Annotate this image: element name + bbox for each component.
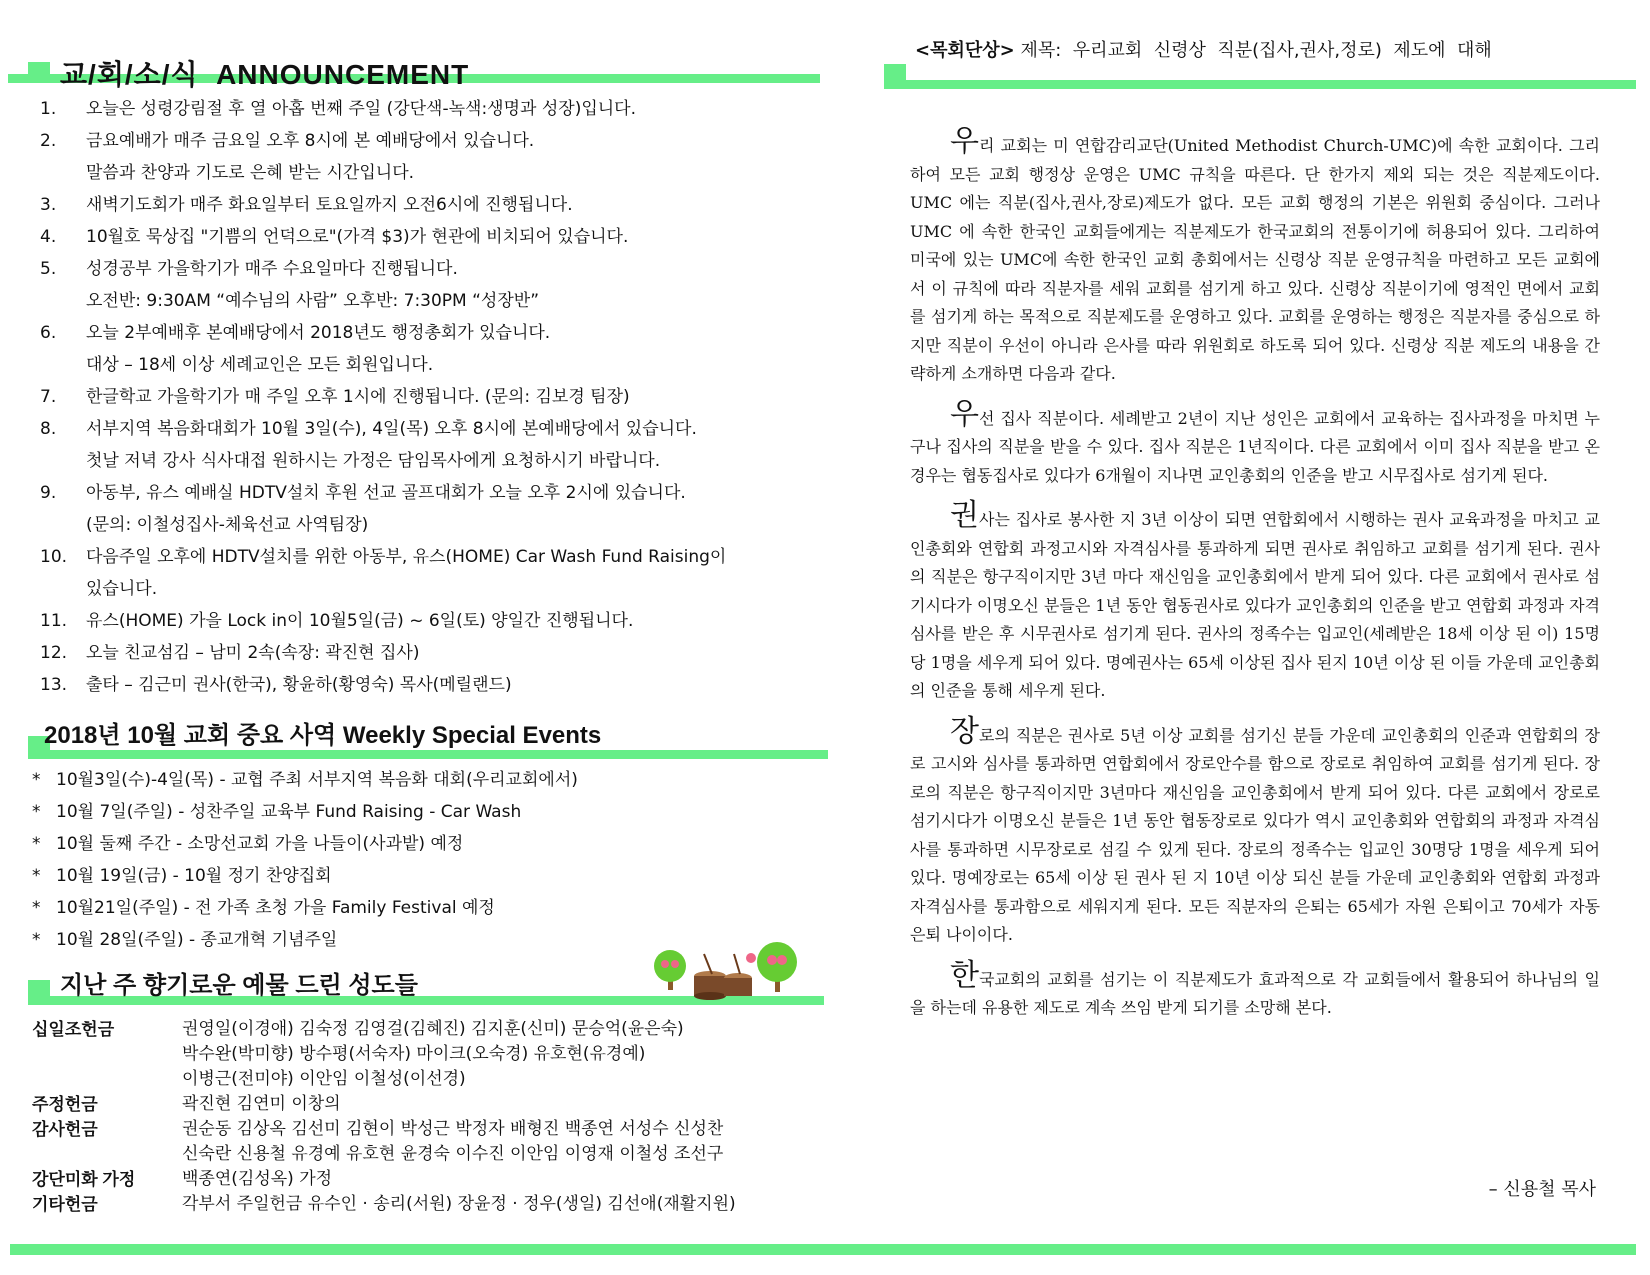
announcement-text: 다음주일 오후에 HDTV설치를 위한 아동부, 유스(HOME) Car Wash Fund Raising이 (86, 547, 727, 567)
right-header-square (884, 64, 906, 84)
offering-category: 주정헌금 (32, 1095, 98, 1114)
announcement-text: 유스(HOME) 가을 Lock in이 10월5일(금) ~ 6일(토) 양일간 진행됩니다. (86, 611, 634, 631)
tree-drum-clipart (648, 940, 798, 1000)
offering-names (182, 1117, 723, 1167)
announcement-number: 9. (40, 483, 57, 503)
offering-names-line: 각부서 주일헌금 유수인 · 송리(서원) 장윤정 · 정우(생일) 김선애(재활지원) (182, 1194, 736, 1214)
announcement-number (40, 573, 86, 605)
announcement-text: (문의: 이철성집사-체육선교 사역팀장) (86, 515, 369, 535)
announcement-number (40, 445, 86, 477)
column-label: <목회단상> (915, 40, 1015, 61)
offering-names-line: 권순동 김상옥 김선미 김현이 박성근 박정자 배형진 백종연 서성수 신성찬 (182, 1119, 724, 1139)
paragraph-text: 사는 집사로 봉사한 지 3년 이상이 되면 연합회에서 시행하는 권사 교육과정을 마치고 교인총회와 연합회 과정고시와 자격심사를 통과하게 되면 권사로 취임하고 교회를 섬기게 된다. 권사의 직분은 항구직이지만 3년 마다 재신임을 교인총회에서 받게 되어 있다. 다른 교회에서 권사로 섬기시다가 이명오신 분들은 1년 동안 협동권사로 있다가 교인총회의 인준을 받고 연합회 과정과 자격심사를 받은 후 시무권사로 섬기게 된다. 권사의 정족수는 입교인(세례받은 18세 이상 된 이) 15명당 1명을 세우게 되어 있다. 명예권사는 65세 이상된 집사 된지 10년 이상 된 이들 가운데 교인총회의 인준을 통해 세우게 된다. (910, 510, 1600, 700)
offering-names (182, 1092, 341, 1117)
event-text: 10월21일(주일) - 전 가족 초청 가을 Family Festival 예정 (56, 898, 495, 918)
announcement-text: 서부지역 복음화대회가 10월 3일(수), 4일(목) 오후 8시에 본예배당에서 있습니다. (86, 419, 697, 439)
announcement-text: 말씀과 찬양과 기도로 은혜 받는 시간입니다. (86, 163, 415, 183)
announcement-item (40, 413, 820, 445)
offering-category: 강단미화 가정 (32, 1170, 136, 1189)
offering-category: 감사헌금 (32, 1120, 98, 1139)
paragraph-initial: 장 (950, 713, 979, 749)
paragraph-initial: 우 (950, 396, 979, 432)
heart-tree-icon (746, 942, 797, 992)
paragraph-initial: 우 (950, 124, 979, 159)
announcement-text: 한글학교 가을학기가 매 주일 오후 1시에 진행됩니다. (문의: 김보경 팀장) (86, 387, 630, 407)
announcement-list (40, 93, 820, 701)
offering-names-line: 권영일(이경애) 김숙정 김영걸(김혜진) 김지훈(신미) 문승억(윤은숙) (182, 1019, 684, 1039)
announcement-item (40, 637, 820, 669)
announcement-text: 금요예배가 매주 금요일 오후 8시에 본 예배당에서 있습니다. (86, 131, 535, 151)
article-heading (915, 36, 1492, 62)
announcement-text: 출타 – 김근미 권사(한국), 황윤하(황영숙) 목사(메릴랜드) (86, 675, 512, 695)
paragraph-text: 리 교회는 미 연합감리교단(United Methodist Church-UMC)에 속한 교회이다. 그리하여 모든 교회 행정상 운영은 UMC 규칙을 따른다. 단 한가지 제외 되는 것은 직분제도이다. UMC 에는 직분(집사,권사,장로)제도가 없다. 모든 교회 행정의 기본은 위원회 중심이다. 그러나 UMC 에 속한 한국인 교회들에게는 직분제도가 한국교회의 전통이기에 허용되어 있다. 그리하여 미국에 있는 UMC에 속한 한국인 교회 총회에서는 신령상 직분 운영규칙을 마련하고 모든 교회에서 이 규칙에 따라 직분자를 세워 교회를 섬기게 하고 있다. 신령상 직분이기에 영적인 면에서 교회를 섬기게 하는 목적으로 직분제도를 운영하고 있다. 교회를 운영하는 행정은 직분자를 중심으로 하지만 직분이 우선이 아니라 은사를 따라 위원회로 하도록 되어 있다. 신령상 직분 제도의 내용을 간략하게 소개하면 다음과 같다. (910, 136, 1600, 383)
paragraph-initial: 권 (950, 498, 979, 533)
announcement-item (40, 317, 820, 349)
announcement-number: 5. (40, 259, 57, 279)
paragraph-text: 로의 직분은 권사로 5년 이상 교회를 섬기신 분들 가운데 교인총회의 인준과 연합회의 장로 고시와 심사를 통과하면 연합회에서 장로안수를 함으로 장로로 취임하여 교회를 섬기게 된다. 장로의 직분은 항구직이지만 3년마다 재신임을 교인총회에서 받게 되어 있다. 다른 교회에서 장로로 섬기시다가 이명오신 분들은 1년 동안 협동장로로 있다가 역시 교인총회와 연합회의 과정과 자격심사를 통과하면 시무장로로 섬길 수 있게 된다. 장로의 정족수는 입교인 30명당 1명을 세우게 되어 있다. 명예장로는 65세 이상 된 권사 된 지 10년 이상 되신 분들 가운데 교인총회와 연합회 과정과 자격심사를 통과함으로 세워지게 된다. 모든 직분자의 은퇴는 65세가 자원 은퇴이고 70세가 자동 은퇴 나이이다. (910, 725, 1600, 944)
announcement-item (40, 605, 820, 637)
announcement-item (40, 285, 820, 317)
announcement-number: 12. (40, 643, 68, 663)
drum-icon (694, 954, 752, 1000)
events-list (32, 764, 578, 956)
offering-category: 기타헌금 (32, 1195, 98, 1214)
offering-row (32, 1092, 736, 1117)
event-text: 10월 7일(주일) - 성찬주일 교육부 Fund Raising - Car Wash (56, 802, 522, 822)
event-bullet: * (32, 866, 41, 886)
event-text: 10월 둘째 주간 - 소망선교회 가을 나들이(사과밭) 예정 (56, 834, 464, 854)
events-title: 2018년 10월 교회 중요 사역 Weekly Special Events (44, 722, 602, 749)
announcement-number: 10. (40, 547, 68, 567)
offering-names-line: 신숙란 신용철 유경예 유호현 윤경숙 이수진 이안임 이영재 이철성 조선구 (182, 1144, 724, 1164)
announcement-text: 오늘 2부예배후 본예배당에서 2018년도 행정총회가 있습니다. (86, 323, 551, 343)
event-bullet: * (32, 898, 41, 918)
article-body (910, 124, 1600, 1035)
announcement-item (40, 253, 820, 285)
offering-names-line: 곽진현 김연미 이창의 (182, 1094, 341, 1114)
paragraph-text: 국교회의 교회를 섬기는 이 직분제도가 효과적으로 각 교회들에서 활용되어 하나님의 일을 하는데 유용한 제도로 계속 쓰임 받게 되기를 소망해 본다. (910, 969, 1600, 1017)
announcement-number: 8. (40, 419, 57, 439)
announcement-item (40, 509, 820, 541)
offering-names (182, 1192, 736, 1217)
event-item (32, 924, 578, 956)
announcement-text: 오늘 친교섬김 – 남미 2속(속장: 곽진현 집사) (86, 643, 420, 663)
announcement-text: 성경공부 가을학기가 매주 수요일마다 진행됩니다. (86, 259, 458, 279)
announcement-number: 1. (40, 99, 57, 119)
right-header-bar (884, 80, 1636, 89)
announcement-item (40, 445, 820, 477)
announcement-item (40, 541, 820, 573)
event-item (32, 828, 578, 860)
announcement-number: 2. (40, 131, 57, 151)
article-paragraph (910, 396, 1600, 491)
announcement-number: 11. (40, 611, 68, 631)
event-bullet: * (32, 802, 41, 822)
signature: – 신용철 목사 (1488, 1179, 1596, 1200)
announcement-text: 오늘은 성령강림절 후 열 아홉 번째 주일 (강단색-녹색:생명과 성장)입니다. (86, 99, 636, 119)
announcement-item (40, 573, 820, 605)
announcement-item (40, 189, 820, 221)
announcement-header-square (28, 62, 50, 82)
announcement-text: 첫날 저녁 강사 식사대접 원하시는 가정은 담임목사에게 요청하시기 바랍니다. (86, 451, 661, 471)
event-text: 10월 28일(주일) - 종교개혁 기념주일 (56, 930, 338, 950)
offering-names-line: 이병근(전미야) 이안임 이철성(이선경) (182, 1069, 466, 1089)
offering-row (32, 1017, 736, 1092)
tree-icon (654, 950, 686, 990)
article-paragraph (910, 498, 1600, 706)
offering-header-square (28, 980, 50, 1004)
article-paragraph (910, 713, 1600, 950)
event-text: 10월 19일(금) - 10월 정기 찬양집회 (56, 866, 332, 886)
article-paragraph (910, 124, 1600, 389)
announcement-item (40, 381, 820, 413)
event-item (32, 796, 578, 828)
paragraph-text: 선 집사 직분이다. 세례받고 2년이 지난 성인은 교회에서 교육하는 집사과정을 마치면 누구나 집사의 직분을 받을 수 있다. 집사 직분은 1년직이다. 다른 교회에서 이미 집사 직분을 받고 온 경우는 협동집사로 있다가 6개월이 지나면 교인총회의 인준을 받고 시무집사로 섬기게 된다. (910, 408, 1600, 485)
offering-row (32, 1192, 736, 1217)
announcement-text: 10월호 묵상집 "기쁨의 언덕으로"(가격 $3)가 현관에 비치되어 있습니다. (86, 227, 629, 247)
announcement-number (40, 285, 86, 317)
announcement-text: 아동부, 유스 예배실 HDTV설치 후원 선교 골프대회가 오늘 오후 2시에 있습니다. (86, 483, 686, 503)
announcement-text: 오전반: 9:30AM “예수님의 사람” 오후반: 7:30PM “성장반” (86, 291, 540, 311)
article-title: 제목: 우리교회 신령상 직분(집사,권사,정로) 제도에 대해 (1020, 40, 1492, 61)
offering-names-line: 박수완(박미향) 방수평(서숙자) 마이크(오숙경) 유호현(유경예) (182, 1044, 646, 1064)
event-item (32, 764, 578, 796)
event-text: 10월3일(수)-4일(목) - 교협 주최 서부지역 복음화 대회(우리교회에서) (56, 770, 578, 790)
event-bullet: * (32, 770, 41, 790)
announcement-item (40, 669, 820, 701)
announcement-item (40, 157, 820, 189)
event-item (32, 860, 578, 892)
offering-title: 지난 주 향기로운 예물 드린 성도들 (60, 972, 418, 999)
event-bullet: * (32, 930, 41, 950)
announcement-item (40, 125, 820, 157)
announcement-text: 있습니다. (86, 579, 158, 599)
offering-row (32, 1167, 736, 1192)
announcement-item (40, 93, 820, 125)
announcement-item (40, 221, 820, 253)
announcement-number: 6. (40, 323, 57, 343)
offering-names (182, 1167, 332, 1192)
announcement-text: 새벽기도회가 매주 화요일부터 토요일까지 오전6시에 진행됩니다. (86, 195, 573, 215)
announcement-number: 13. (40, 675, 68, 695)
announcement-number: 3. (40, 195, 57, 215)
announcement-number: 7. (40, 387, 57, 407)
offering-list (32, 1017, 736, 1217)
events-header-bar (28, 750, 828, 759)
announcement-title: 교/회/소/식 ANNOUNCEMENT (60, 59, 470, 90)
announcement-number (40, 157, 86, 189)
article-paragraph (910, 957, 1600, 1023)
offering-row (32, 1117, 736, 1167)
offering-names-line: 백종연(김성옥) 가정 (182, 1169, 333, 1189)
announcement-number (40, 509, 86, 541)
announcement-item (40, 349, 820, 381)
event-item (32, 892, 578, 924)
footer-bar (10, 1244, 1636, 1255)
offering-names (182, 1017, 684, 1092)
offering-category: 십일조헌금 (32, 1020, 115, 1039)
event-bullet: * (32, 834, 41, 854)
announcement-text: 대상 – 18세 이상 세례교인은 모든 회원입니다. (86, 355, 434, 375)
announcement-number (40, 349, 86, 381)
announcement-item (40, 477, 820, 509)
paragraph-initial: 한 (950, 957, 979, 993)
announcement-number: 4. (40, 227, 57, 247)
